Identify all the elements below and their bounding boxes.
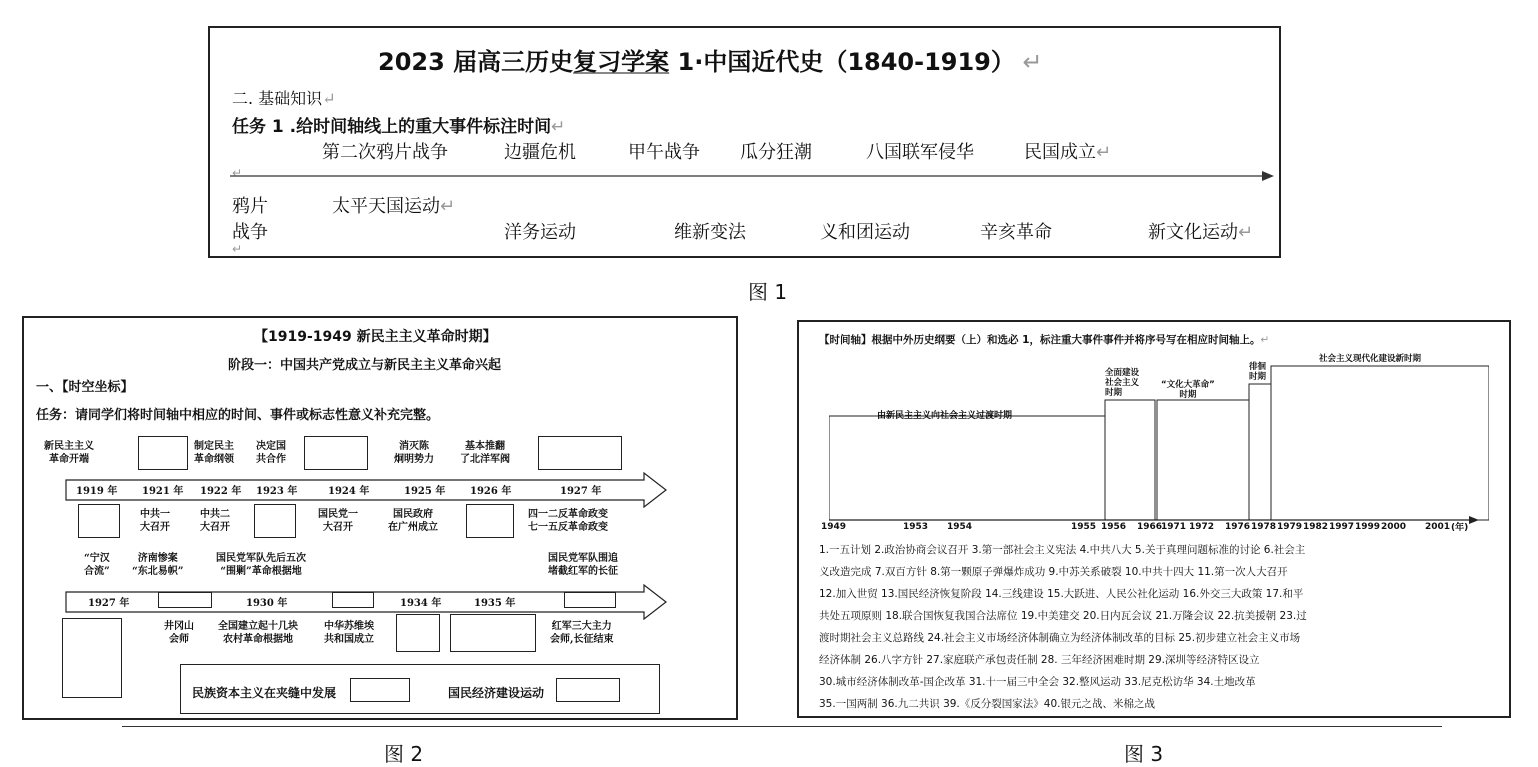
fig2-year: 1935 年 xyxy=(474,598,516,609)
fig1-bottom-event: 洋务运动 xyxy=(504,222,576,243)
fig3-period-3: “文化大革命” 时期 xyxy=(1161,380,1215,400)
fig3-period-2: 全面建设 社会主义 时期 xyxy=(1105,368,1140,398)
fig2-blank-box[interactable] xyxy=(564,592,616,608)
fig2-event: 红军三大主力 会师,长征结束 xyxy=(550,621,614,645)
fig2-blank-box[interactable] xyxy=(62,618,122,698)
fig2-event: 中华苏维埃 共和国成立 xyxy=(324,621,374,645)
fig3-year: (年) xyxy=(1451,523,1469,533)
fig2-blank-box[interactable] xyxy=(158,592,212,608)
fig3-year: 1954 xyxy=(947,522,973,532)
fig2-title: 【1919-1949 新民主主义革命时期】 xyxy=(254,329,497,345)
fig3-year: 1979 xyxy=(1277,522,1303,532)
fig3-year: 1999 xyxy=(1355,522,1381,532)
fig2-year: 1923 年 xyxy=(256,486,298,497)
figure-1-panel: 2023 届高三历史复习学案 1·中国近代史（1840-1919） ↵ 二. 基础知识↵ 任务 1 .给时间轴线上的重大事件标注时间↵ 第二次鸦片战争 边疆危机 甲午战争 瓜分狂潮 八国联军侵华 民国成立↵ ↵ 鸦片 太平天国运动↵ 战争 洋务运动 维新变法 义和团运动 辛亥革命 新文化运动↵ ↵ xyxy=(208,26,1281,258)
fig1-timeline-arrow xyxy=(230,168,1275,184)
title-part-b: 复习学案 xyxy=(573,48,670,76)
fig2-event: 消灭陈 炯明势力 xyxy=(394,441,434,465)
fig2-event: 国民党军队围追 堵截红军的长征 xyxy=(548,553,618,577)
fig3-item-line: 30.城市经济体制改革-国企改革 31.十一届三中全会 32.整风运动 33.尼克松访华 34.土地改革 xyxy=(819,676,1256,688)
fig1-bottom-event: 新文化运动↵ xyxy=(1148,222,1254,243)
fig3-year: 1972 xyxy=(1189,522,1215,532)
fig1-top-event: 边疆危机 xyxy=(504,142,576,163)
fig2-task: 任务：请同学们将时间轴中相应的时间、事件或标志性意义补充完整。 xyxy=(36,408,440,423)
fig1-top-event: 八国联军侵华 xyxy=(866,142,974,163)
figure-2-caption: 图 2 xyxy=(384,742,424,766)
fig2-blank-box[interactable] xyxy=(138,436,188,470)
figure-3-caption: 图 3 xyxy=(1124,742,1164,766)
fig3-year: 1955 xyxy=(1071,522,1097,532)
fig3-year: 2001 xyxy=(1425,522,1451,532)
fig2-year: 1927 年 xyxy=(560,486,602,497)
fig3-item-line: 共处五项原则 18.联合国恢复我国合法席位 19.中美建交 20.日内瓦会议 21.万隆会议 22.抗美援朝 23.过 xyxy=(819,610,1307,622)
fig2-blank-box[interactable] xyxy=(350,678,410,702)
fig3-item-line: 经济体制 26.八字方针 27.家庭联产承包责任制 28. 三年经济困难时期 29.深圳等经济特区设立 xyxy=(819,654,1260,666)
fig2-year: 1925 年 xyxy=(404,486,446,497)
fig3-year: 1971 xyxy=(1161,522,1187,532)
fig2-blank-box[interactable] xyxy=(304,436,368,470)
fig1-section: 二. 基础知识↵ xyxy=(232,89,336,108)
fig3-period-4: 徘徊 时期 xyxy=(1249,362,1267,382)
fig2-blank-box[interactable] xyxy=(78,504,120,538)
fig2-year: 1921 年 xyxy=(142,486,184,497)
fig2-year: 1924 年 xyxy=(328,486,370,497)
fig2-footer-right: 国民经济建设运动 xyxy=(448,686,545,700)
fig2-year: 1934 年 xyxy=(400,598,442,609)
fig2-blank-box[interactable] xyxy=(556,678,620,702)
fig3-year: 1976 xyxy=(1225,522,1251,532)
fig2-event: 井冈山 会师 xyxy=(164,621,194,645)
fig2-blank-box[interactable] xyxy=(396,614,440,652)
fig1-top-event: 民国成立↵ xyxy=(1024,142,1112,163)
fig2-subtitle: 阶段一：中国共产党成立与新民主主义革命兴起 xyxy=(228,358,502,373)
fig3-period-chart xyxy=(829,356,1489,526)
fig2-event: 中共二 大召开 xyxy=(200,509,230,533)
fig2-year: 1926 年 xyxy=(470,486,512,497)
fig1-bottom-event: 义和团运动 xyxy=(820,222,910,243)
fig1-top-event: 第二次鸦片战争 xyxy=(322,142,448,163)
fig3-item-line: 35.一国两制 36.九二共识 39.《反分裂国家法》40.银元之战、米棉之战 xyxy=(819,698,1155,710)
figure-1-caption: 图 1 xyxy=(748,280,788,304)
fig1-title: 2023 届高三历史复习学案 1·中国近代史（1840-1919） ↵ xyxy=(378,48,1043,76)
fig2-event: 决定国 共合作 xyxy=(256,441,286,465)
fig3-item-line: 1.一五计划 2.政治协商会议召开 3.第一部社会主义宪法 4.中共八大 5.关于真理问题标准的讨论 6.社会主 xyxy=(819,544,1306,556)
fig2-blank-box[interactable] xyxy=(254,504,296,538)
fig1-task: 任务 1 .给时间轴线上的重大事件标注时间↵ xyxy=(232,117,566,137)
fig1-bottom-event: 维新变法 xyxy=(674,222,746,243)
fig3-header: 【时间轴】根据中外历史纲要（上）和选必 1，标注重大事件事件并将序号写在相应时间轴上。↵ xyxy=(819,334,1270,346)
fig3-item-line: 义改造完成 7.双百方针 8.第一颗原子弹爆炸成功 9.中苏关系破裂 10.中共十四大 11.第一次人大召开 xyxy=(819,566,1288,578)
fig2-year: 1919 年 xyxy=(76,486,118,497)
figure-2-panel xyxy=(22,316,738,720)
title-part-c: 1·中国近代史（1840-1919） xyxy=(669,48,1015,76)
divider-line xyxy=(122,726,1442,727)
fig2-blank-box[interactable] xyxy=(332,592,374,608)
fig2-event: “宁汉 合流” xyxy=(84,553,110,577)
fig1-top-event: 瓜分狂潮 xyxy=(740,142,812,163)
fig3-year: 1949 xyxy=(821,522,847,532)
fig3-year: 1982 xyxy=(1303,522,1329,532)
fig2-year: 1927 年 xyxy=(88,598,130,609)
fig2-section: 一、【时空坐标】 xyxy=(36,380,134,395)
fig2-event: 国民党军队先后五次 “围剿”革命根据地 xyxy=(216,553,306,577)
fig3-year: 1953 xyxy=(903,522,929,532)
fig1-bottom-event: 鸦片 xyxy=(232,196,268,217)
fig2-event: 全国建立起十几块 农村革命根据地 xyxy=(218,621,298,645)
fig2-event: 中共一 大召开 xyxy=(140,509,170,533)
fig2-year: 1930 年 xyxy=(246,598,288,609)
fig1-bottom-event: 辛亥革命 xyxy=(980,222,1052,243)
fig2-event: 济南惨案 “东北易帜” xyxy=(132,553,184,577)
fig2-event: 基本推翻 了北洋军阀 xyxy=(460,441,510,465)
fig2-blank-box[interactable] xyxy=(450,614,536,652)
fig3-period-5: 社会主义现代化建设新时期 xyxy=(1319,354,1422,364)
fig2-event: 制定民主 革命纲领 xyxy=(194,441,234,465)
fig3-year: 1978 xyxy=(1251,522,1277,532)
fig3-item-line: 12.加入世贸 13.国民经济恢复阶段 14.三线建设 15.大跃进、人民公社化运动 16.外交三大政策 17.和平 xyxy=(819,588,1304,600)
figure-3-panel xyxy=(797,320,1511,718)
fig3-period-1: 由新民主主义向社会主义过渡时期 xyxy=(877,411,1013,421)
fig2-blank-box[interactable] xyxy=(538,436,622,470)
fig1-top-event: 甲午战争 xyxy=(628,142,700,163)
fig2-footer-left: 民族资本主义在夹缝中发展 xyxy=(192,686,337,700)
fig3-year: 1956 xyxy=(1101,522,1127,532)
title-part-a: 2023 届高三历史 xyxy=(378,48,574,76)
fig2-event: 国民党一 大召开 xyxy=(318,509,358,533)
fig3-year: 2000 xyxy=(1381,522,1407,532)
fig3-year: 1997 xyxy=(1329,522,1355,532)
fig2-event: 新民主主义 革命开端 xyxy=(44,441,94,465)
fig2-event: 国民政府 在广州成立 xyxy=(388,509,438,533)
fig2-blank-box[interactable] xyxy=(466,504,514,538)
fig3-year: 1966 xyxy=(1137,522,1163,532)
fig1-bottom-event: 战争 xyxy=(232,222,268,243)
fig2-year: 1922 年 xyxy=(200,486,242,497)
fig2-event: 四一二反革命政变 七一五反革命政变 xyxy=(528,509,608,533)
fig3-item-line: 渡时期社会主义总路线 24.社会主义市场经济体制确立为经济体制改革的目标 25.初步建立社会主义市场 xyxy=(819,632,1301,644)
fig1-bottom-event: 太平天国运动↵ xyxy=(332,196,456,217)
